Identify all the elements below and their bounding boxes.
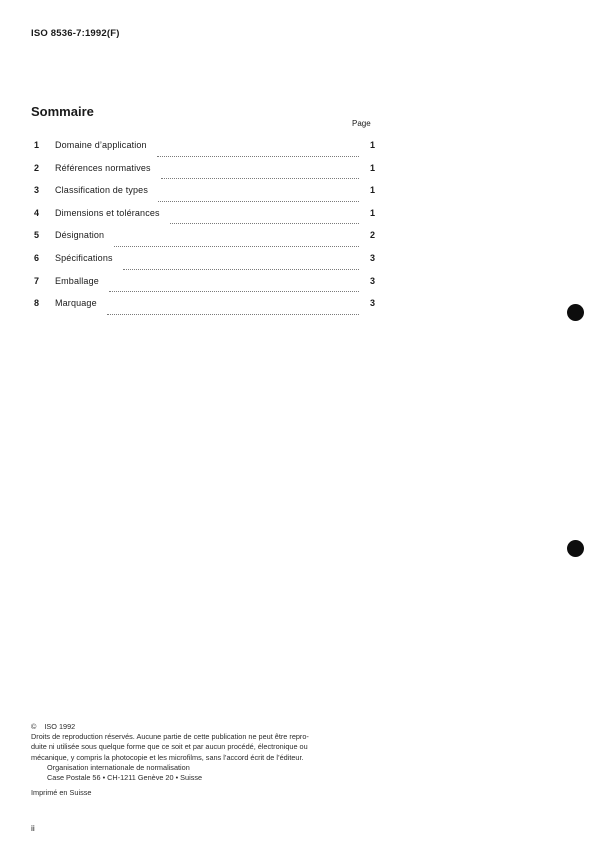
- toc-entry-number: 5: [34, 230, 40, 241]
- toc-entry-page: 3: [369, 275, 375, 286]
- document-header: ISO 8536-7:1992(F): [31, 28, 120, 39]
- toc-entry-number: 3: [34, 185, 40, 196]
- copyright-block: [31, 722, 379, 798]
- toc-page-column-label: Page: [352, 119, 371, 128]
- toc-entry[interactable]: [31, 230, 375, 253]
- toc-entry-page: 1: [369, 162, 375, 173]
- toc-dot-leader: [107, 314, 359, 315]
- toc-entry-page: 1: [369, 185, 375, 196]
- toc-entry[interactable]: [31, 185, 375, 208]
- toc-title: Sommaire: [31, 104, 94, 119]
- toc-dot-leader: [161, 178, 359, 179]
- copyright-year-line: [31, 722, 379, 732]
- toc-entry-page: 2: [369, 230, 375, 241]
- toc-entry[interactable]: [31, 253, 375, 276]
- toc-entry-page: 1: [369, 207, 375, 218]
- toc-entry-number: 8: [34, 298, 40, 309]
- toc-entry-label: Emballage: [55, 275, 99, 286]
- toc-entry-number: 4: [34, 207, 40, 218]
- copyright-year: ISO 1992: [44, 722, 76, 731]
- table-of-contents: [31, 140, 375, 321]
- copyright-rights-line: Droits de reproduction réservés. Aucune partie de cette publication ne peut être repro-: [31, 732, 309, 742]
- toc-entry-page: 1: [369, 140, 375, 150]
- publisher-name: Organisation internationale de normalisation: [47, 762, 190, 772]
- toc-entry-label: Désignation: [55, 230, 105, 241]
- toc-dot-leader: [170, 223, 359, 224]
- toc-entry[interactable]: [31, 208, 375, 231]
- copyright-rights-line: mécanique, y compris la photocopie et les microfilms, sans l’accord écrit de l’éditeur.: [31, 752, 304, 762]
- toc-entry-number: 6: [34, 252, 40, 263]
- toc-entry-number: 2: [34, 162, 40, 173]
- publisher-address: Case Postale 56 • CH-1211 Genève 20 • Suisse: [47, 773, 203, 783]
- toc-dot-leader: [123, 269, 359, 270]
- copyright-rights-line: duite ni utilisée sous quelque forme que ce soit et par aucun procédé, électronique ou: [31, 742, 308, 752]
- toc-entry-number: 7: [34, 275, 40, 286]
- toc-entry-label: Dimensions et tolérances: [55, 207, 160, 218]
- toc-entry-page: 3: [369, 252, 375, 263]
- toc-entry-label: Spécifications: [55, 252, 113, 263]
- printed-in: Imprimé en Suisse: [31, 788, 92, 798]
- toc-entry[interactable]: [31, 163, 375, 186]
- toc-dot-leader: [157, 156, 359, 157]
- punch-hole-icon: [567, 540, 584, 557]
- toc-entry[interactable]: [31, 298, 375, 321]
- toc-entry-label: Domaine d’application: [55, 140, 147, 150]
- toc-entry-label: Classification de types: [55, 185, 148, 196]
- punch-hole-icon: [567, 304, 584, 321]
- page-number: ii: [31, 823, 35, 833]
- toc-entry-number: 1: [34, 140, 40, 150]
- copyright-symbol: ©: [31, 722, 37, 731]
- toc-dot-leader: [158, 201, 359, 202]
- toc-entry-label: Marquage: [55, 298, 97, 309]
- toc-entry[interactable]: [31, 140, 375, 163]
- toc-entry-label: Références normatives: [55, 162, 151, 173]
- toc-dot-leader: [114, 246, 359, 247]
- toc-dot-leader: [109, 291, 359, 292]
- toc-entry-page: 3: [369, 298, 375, 309]
- toc-entry[interactable]: [31, 276, 375, 299]
